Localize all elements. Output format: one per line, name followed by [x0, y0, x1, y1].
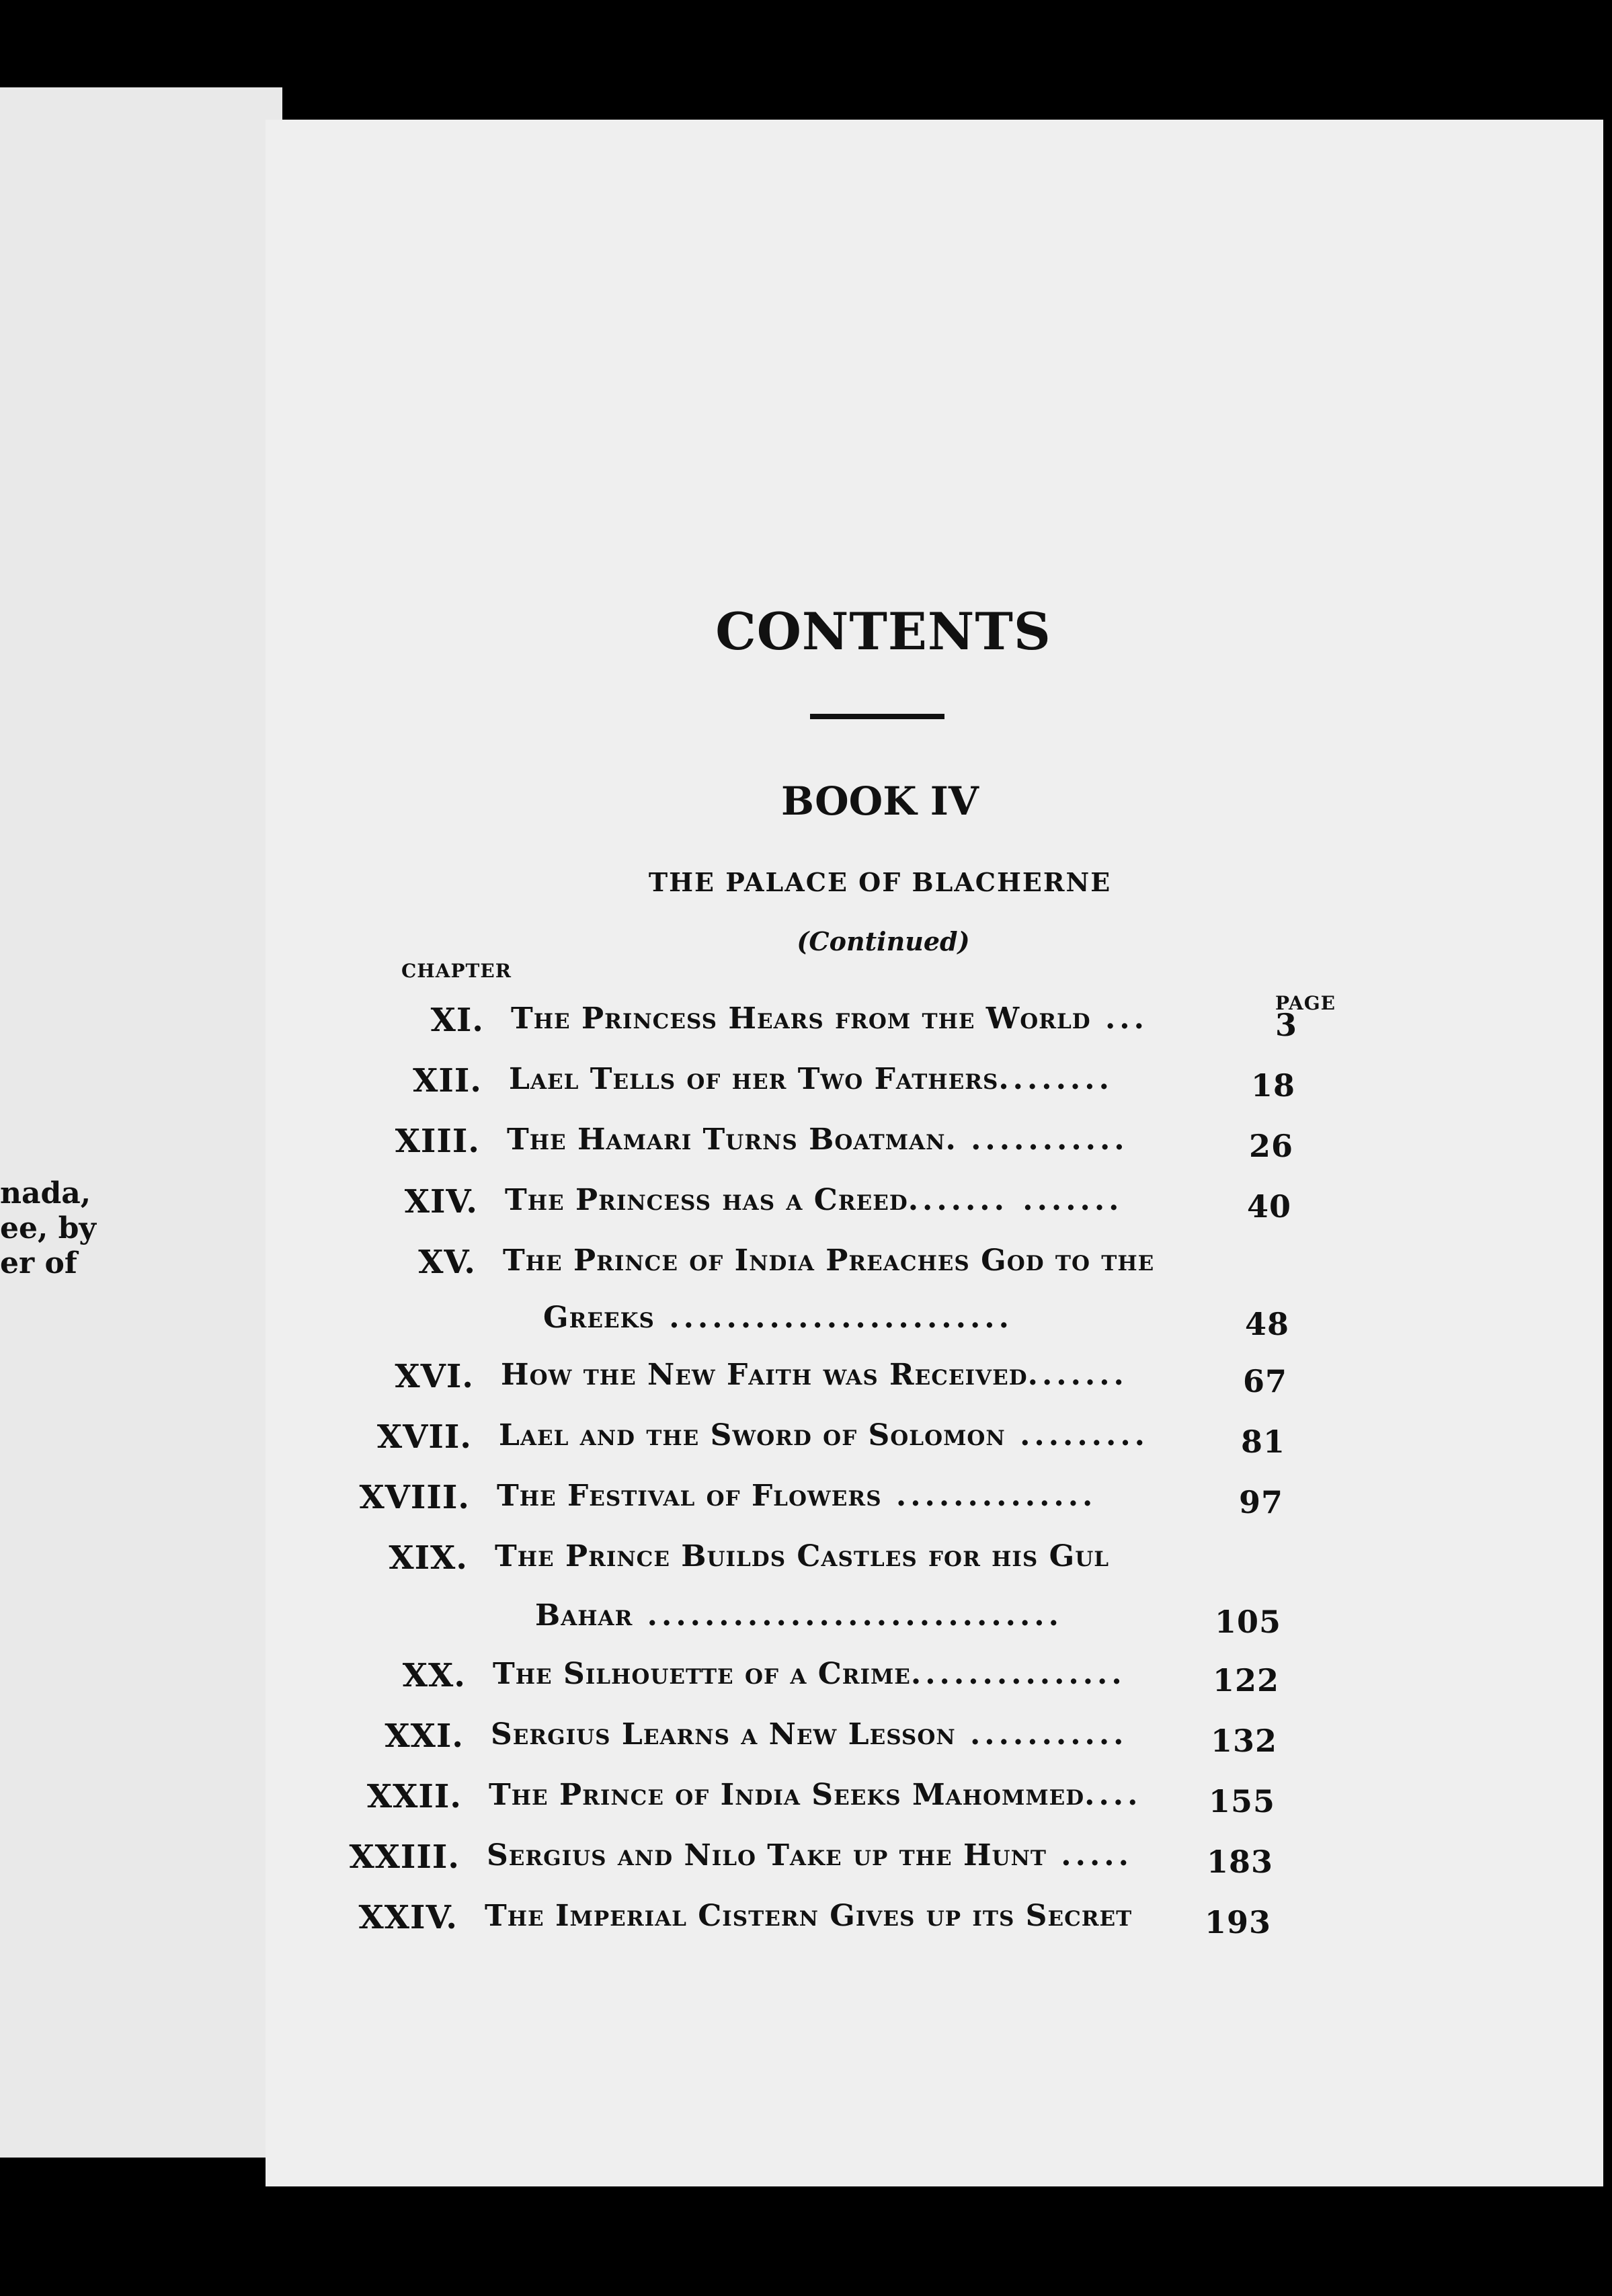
toc-entry — [230, 1418, 1292, 1459]
chapter-title-text: How the New Faith was Received — [501, 1358, 1028, 1392]
chapter-title — [493, 1657, 1205, 1691]
chapter-title — [509, 1062, 1221, 1096]
chapter-title — [489, 1778, 1201, 1812]
leader-dots: ......... — [1005, 1418, 1149, 1452]
chapter-title — [495, 1539, 1207, 1573]
leader-dots: ............... — [910, 1657, 1126, 1691]
toc-entry — [222, 1717, 1284, 1758]
chapter-number: XI. — [430, 1001, 484, 1039]
chapter-title — [507, 1122, 1219, 1157]
page-number: 122 — [1212, 1662, 1279, 1698]
page-number: 81 — [1240, 1424, 1285, 1460]
toc-entry — [242, 1001, 1304, 1042]
left-fragment: er of — [0, 1246, 77, 1280]
chapter-number: XIX. — [389, 1539, 468, 1577]
left-page-text — [0, 1176, 96, 1281]
chapter-number: XXII. — [366, 1778, 462, 1815]
chapter-number: XVIII. — [359, 1479, 470, 1516]
chapter-number: XVI. — [395, 1358, 474, 1395]
chapter-title — [511, 1001, 1223, 1036]
chapter-number: XXI. — [385, 1717, 464, 1755]
section-title: THE PALACE OF BLACHERNE — [648, 867, 1112, 897]
toc-entry — [218, 1838, 1280, 1879]
chapter-title — [505, 1183, 1217, 1217]
toc-entry — [216, 1899, 1278, 1939]
leader-dots: ........... — [955, 1717, 1128, 1752]
toc-entry — [232, 1358, 1294, 1398]
toc-entry-continuation — [535, 1598, 1288, 1639]
chapter-header: CHAPTER — [401, 960, 512, 982]
leader-dots: ............................. — [633, 1598, 1063, 1633]
chapter-title-text: The Hamari Turns Boatman. — [507, 1122, 957, 1157]
chapter-title-text: Sergius and Nilo Take up the Hunt — [487, 1838, 1047, 1873]
chapter-number: XV. — [418, 1243, 476, 1281]
chapter-title-text: The Silhouette of a Crime — [493, 1657, 911, 1691]
title-rule — [810, 714, 944, 719]
toc-entry — [236, 1183, 1298, 1223]
toc-entry — [224, 1657, 1286, 1697]
chapter-number: XX. — [402, 1657, 466, 1694]
chapter-title-text: The Prince of India Seeks Mahommed — [489, 1778, 1085, 1812]
chapter-title — [497, 1479, 1209, 1513]
toc-entry — [220, 1778, 1282, 1818]
chapter-title-text: Lael Tells of her Two Fathers — [509, 1062, 999, 1096]
toc-entry — [240, 1062, 1302, 1102]
page-number: 155 — [1208, 1783, 1275, 1819]
chapter-title — [485, 1899, 1197, 1933]
chapter-title — [503, 1243, 1215, 1278]
toc-entry — [226, 1539, 1288, 1580]
leader-dots: ....... ....... — [908, 1183, 1123, 1217]
chapter-number: XII. — [413, 1062, 482, 1100]
chapter-number: XIII. — [395, 1122, 480, 1160]
leader-dots: .............. — [881, 1479, 1097, 1513]
toc-entry-continuation — [543, 1301, 1296, 1341]
leader-dots: ........ — [998, 1062, 1113, 1096]
page-number: 193 — [1204, 1904, 1271, 1940]
page-header: PAGE — [1275, 992, 1336, 1014]
page-number: 48 — [1244, 1306, 1289, 1342]
chapter-title — [501, 1358, 1213, 1392]
page-number: 40 — [1246, 1188, 1291, 1225]
toc-entry — [228, 1479, 1290, 1519]
chapter-title-text: The Imperial Cistern Gives up its Secret — [485, 1899, 1133, 1933]
chapter-title-text: Greeks — [543, 1301, 655, 1335]
leader-dots: ..... — [1046, 1838, 1133, 1873]
left-fragment: ee, by — [0, 1211, 96, 1245]
leader-dots: ........................ — [654, 1301, 1013, 1335]
chapter-title — [499, 1418, 1211, 1452]
chapter-title — [487, 1838, 1199, 1873]
page-number: 26 — [1248, 1128, 1293, 1164]
page-title: CONTENTS — [715, 602, 1051, 661]
page-number: 97 — [1238, 1484, 1283, 1520]
chapter-title-text: The Festival of Flowers — [497, 1479, 882, 1513]
chapter-number: XIV. — [404, 1183, 478, 1221]
page-number: 183 — [1206, 1844, 1273, 1880]
page-number: 105 — [1214, 1604, 1281, 1640]
page-number: 18 — [1250, 1067, 1295, 1104]
toc-entry — [238, 1122, 1300, 1163]
chapter-title-text: Sergius Learns a New Lesson — [491, 1717, 956, 1752]
leader-dots: .... — [1084, 1778, 1142, 1812]
book-heading: BOOK IV — [781, 778, 979, 824]
leader-dots: ........... — [956, 1122, 1129, 1157]
chapter-title-text: The Princess Hears from the World — [511, 1001, 1091, 1036]
chapter-number: XXIV. — [358, 1899, 458, 1936]
toc-entry — [234, 1243, 1296, 1284]
leader-dots: ... — [1090, 1001, 1148, 1036]
page-number: 67 — [1242, 1363, 1287, 1399]
chapter-title-text: The Prince of India Preaches God to the — [503, 1243, 1155, 1278]
left-fragment: nada, — [0, 1176, 91, 1211]
chapter-number: XXIII. — [349, 1838, 460, 1876]
continued-note: (Continued) — [797, 926, 970, 956]
chapter-number: XVII. — [376, 1418, 472, 1456]
chapter-title — [491, 1717, 1203, 1752]
page-number: 132 — [1210, 1723, 1277, 1759]
chapter-title-text: The Prince Builds Castles for his Gul — [495, 1539, 1110, 1573]
leader-dots: ....... — [1027, 1358, 1128, 1392]
chapter-title-text: Bahar — [535, 1598, 633, 1633]
page-number: 3 — [1275, 1007, 1297, 1043]
chapter-title-text: Lael and the Sword of Solomon — [499, 1418, 1006, 1452]
chapter-title-text: The Princess has a Creed — [505, 1183, 908, 1217]
